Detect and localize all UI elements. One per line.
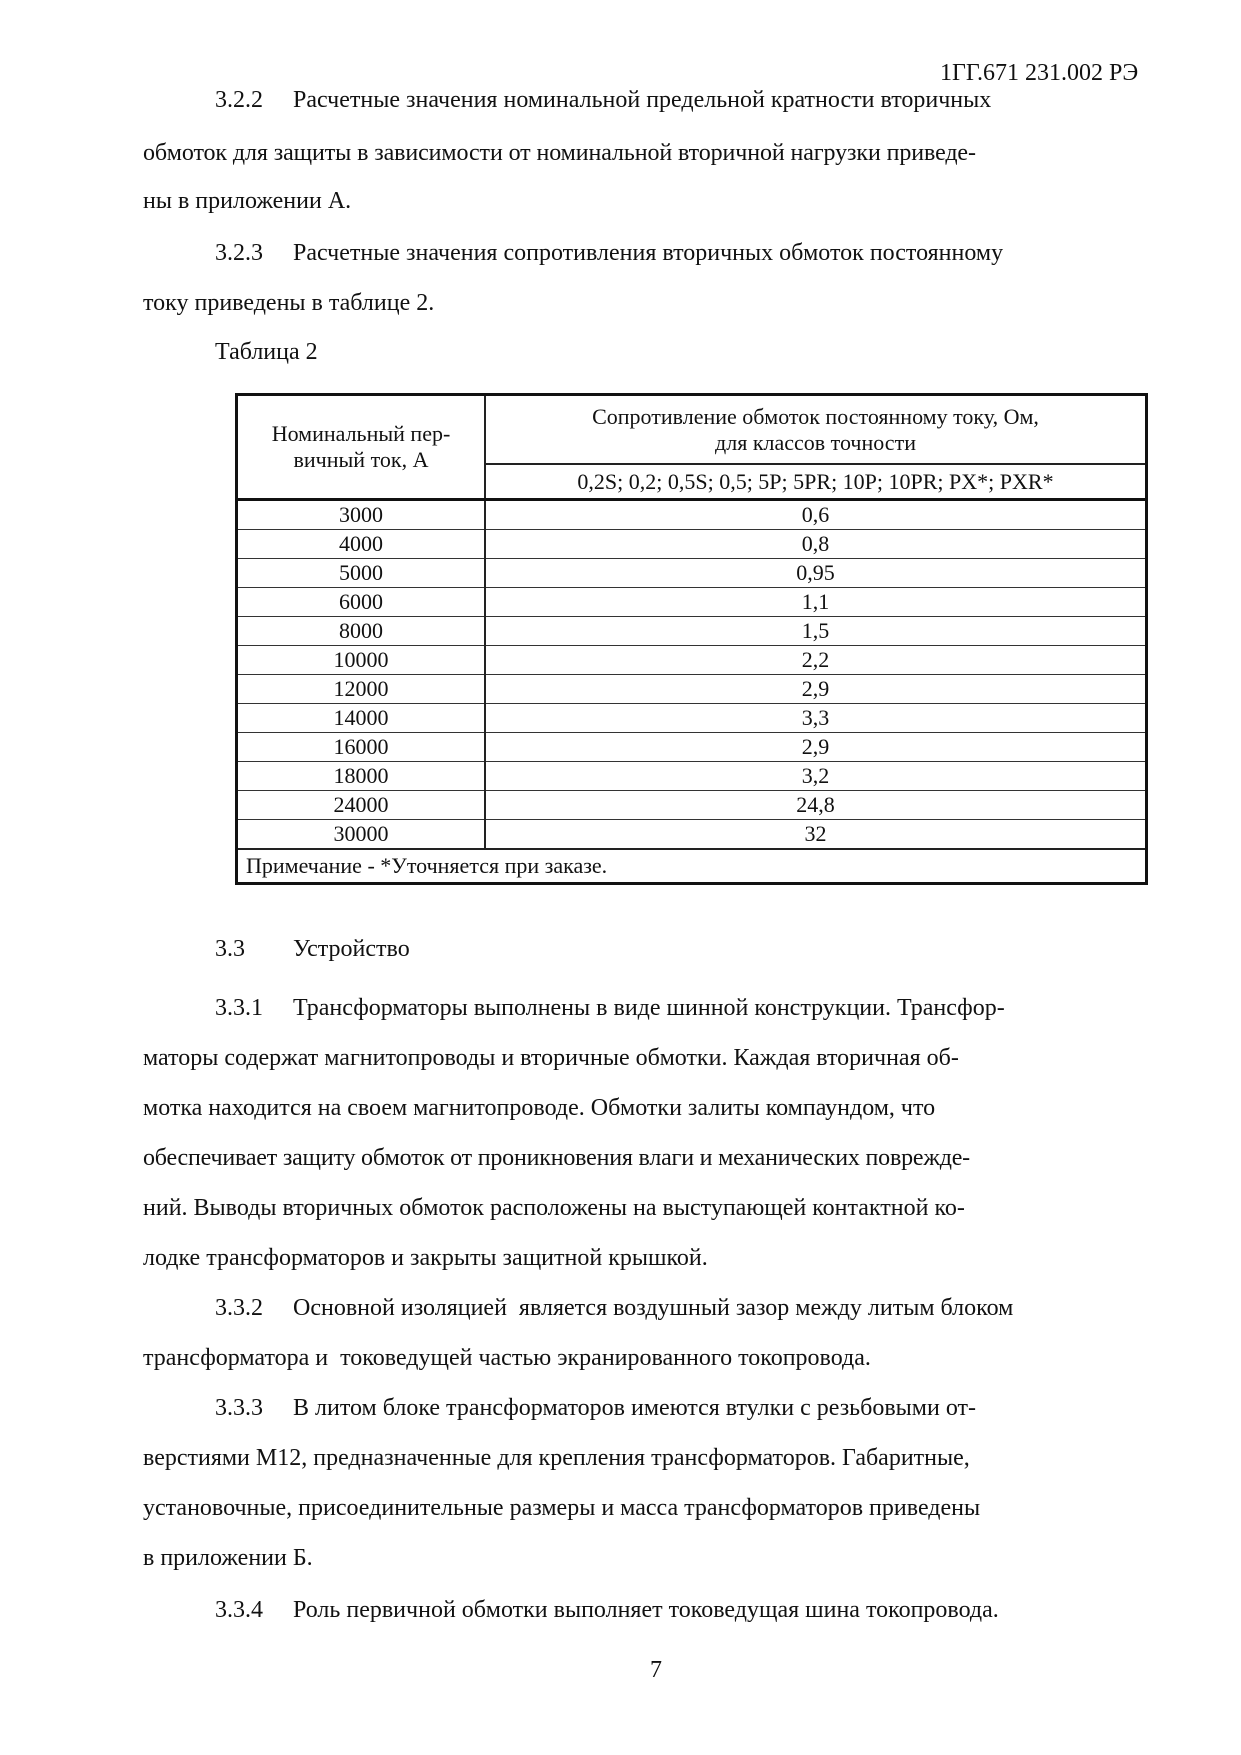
paragraph-text: Расчетные значения номинальной предельной кратности вторичных xyxy=(293,87,992,113)
cell-current: 10000 xyxy=(237,646,486,675)
cell-resistance: 3,3 xyxy=(485,704,1147,733)
cell-resistance: 0,8 xyxy=(485,530,1147,559)
paragraph-text: Основной изоляцией является воздушный зазор между литым блоком xyxy=(293,1295,1014,1321)
table-row xyxy=(237,530,1147,559)
header-resistance xyxy=(485,395,1147,465)
table-row xyxy=(237,675,1147,704)
cell-current: 8000 xyxy=(237,617,486,646)
paragraph-line: обеспечивает защиту обмоток от проникновения влаги и механических поврежде- xyxy=(143,1145,970,1171)
paragraph-line xyxy=(215,1393,976,1423)
table-row xyxy=(237,588,1147,617)
table-row xyxy=(237,733,1147,762)
paragraph-line xyxy=(215,85,991,115)
table-header-row xyxy=(237,395,1147,465)
cell-resistance: 2,9 xyxy=(485,733,1147,762)
paragraph-line: лодке трансформаторов и закрыты защитной крышкой. xyxy=(143,1245,708,1271)
section-heading-3-3 xyxy=(215,934,410,964)
cell-current: 5000 xyxy=(237,559,486,588)
header-primary-current xyxy=(237,395,486,500)
paragraph-line: ны в приложении А. xyxy=(143,188,352,214)
paragraph-number: 3.2.2 xyxy=(215,87,263,113)
table-row xyxy=(237,646,1147,675)
paragraph-line xyxy=(215,1293,1013,1323)
section-title: Устройство xyxy=(293,936,410,962)
paragraph-number: 3.3.1 xyxy=(215,995,263,1021)
cell-current: 30000 xyxy=(237,820,486,850)
cell-current: 4000 xyxy=(237,530,486,559)
paragraph-line xyxy=(215,1595,999,1625)
cell-current: 24000 xyxy=(237,791,486,820)
paragraph-line: току приведены в таблице 2. xyxy=(143,290,435,316)
cell-resistance: 0,95 xyxy=(485,559,1147,588)
paragraph-text: Расчетные значения сопротивления вторичных обмоток постоянному xyxy=(293,240,1004,266)
table-row xyxy=(237,617,1147,646)
paragraph-number: 3.2.3 xyxy=(215,240,263,266)
table-row xyxy=(237,500,1147,530)
paragraph-line: верстиями М12, предназначенные для крепления трансформаторов. Габаритные, xyxy=(143,1445,970,1471)
header-text: Номинальный пер- xyxy=(271,421,451,446)
cell-current: 6000 xyxy=(237,588,486,617)
cell-current: 12000 xyxy=(237,675,486,704)
cell-current: 14000 xyxy=(237,704,486,733)
paragraph-line xyxy=(215,993,1005,1023)
paragraph-line: маторы содержат магнитопроводы и вторичные обмотки. Каждая вторичная об- xyxy=(143,1045,959,1071)
header-accuracy-classes: 0,2S; 0,2; 0,5S; 0,5; 5P; 5PR; 10P; 10PR; PX*; PXR* xyxy=(485,464,1147,499)
paragraph-number: 3.3.2 xyxy=(215,1295,263,1321)
cell-resistance: 32 xyxy=(485,820,1147,850)
cell-resistance: 1,1 xyxy=(485,588,1147,617)
table-note-row xyxy=(237,849,1147,884)
paragraph-line: установочные, присоединительные размеры и масса трансформаторов приведены xyxy=(143,1495,981,1521)
table-caption: Таблица 2 xyxy=(215,339,318,365)
table-row xyxy=(237,559,1147,588)
cell-resistance: 2,9 xyxy=(485,675,1147,704)
paragraph-number: 3.3.3 xyxy=(215,1395,263,1421)
header-text: Сопротивление обмоток постоянному току, Ом, xyxy=(592,403,1039,429)
cell-resistance: 24,8 xyxy=(485,791,1147,820)
page-number: 7 xyxy=(650,1657,662,1683)
cell-resistance: 0,6 xyxy=(485,500,1147,530)
paragraph-line: в приложении Б. xyxy=(143,1545,313,1571)
paragraph-line: трансформатора и токоведущей частью экранированного токопровода. xyxy=(143,1345,871,1371)
paragraph-line: ний. Выводы вторичных обмоток расположены на выступающей контактной ко- xyxy=(143,1195,965,1221)
cell-resistance: 3,2 xyxy=(485,762,1147,791)
document-code: 1ГГ.671 231.002 РЭ xyxy=(940,60,1139,86)
header-text: для классов точности xyxy=(715,429,916,455)
cell-current: 16000 xyxy=(237,733,486,762)
paragraph-line: мотка находится на своем магнитопроводе. Обмотки залиты компаундом, что xyxy=(143,1095,936,1121)
paragraph-text: Трансформаторы выполнены в виде шинной конструкции. Трансфор- xyxy=(293,995,1005,1021)
paragraph-text: Роль первичной обмотки выполняет токоведущая шина токопровода. xyxy=(293,1597,999,1623)
paragraph-text: В литом блоке трансформаторов имеются втулки с резьбовыми от- xyxy=(293,1395,976,1421)
cell-current: 3000 xyxy=(237,500,486,530)
paragraph-line xyxy=(215,238,1003,268)
header-text: вичный ток, А xyxy=(293,447,429,472)
table-row xyxy=(237,791,1147,820)
resistance-table xyxy=(235,393,1148,885)
cell-resistance: 1,5 xyxy=(485,617,1147,646)
paragraph-line: обмоток для защиты в зависимости от номинальной вторичной нагрузки приведе- xyxy=(143,140,976,166)
table-note: Примечание - *Уточняется при заказе. xyxy=(237,849,1147,884)
cell-current: 18000 xyxy=(237,762,486,791)
table-row xyxy=(237,820,1147,850)
cell-resistance: 2,2 xyxy=(485,646,1147,675)
table-row xyxy=(237,704,1147,733)
section-number: 3.3 xyxy=(215,936,245,962)
table-row xyxy=(237,762,1147,791)
paragraph-number: 3.3.4 xyxy=(215,1597,263,1623)
